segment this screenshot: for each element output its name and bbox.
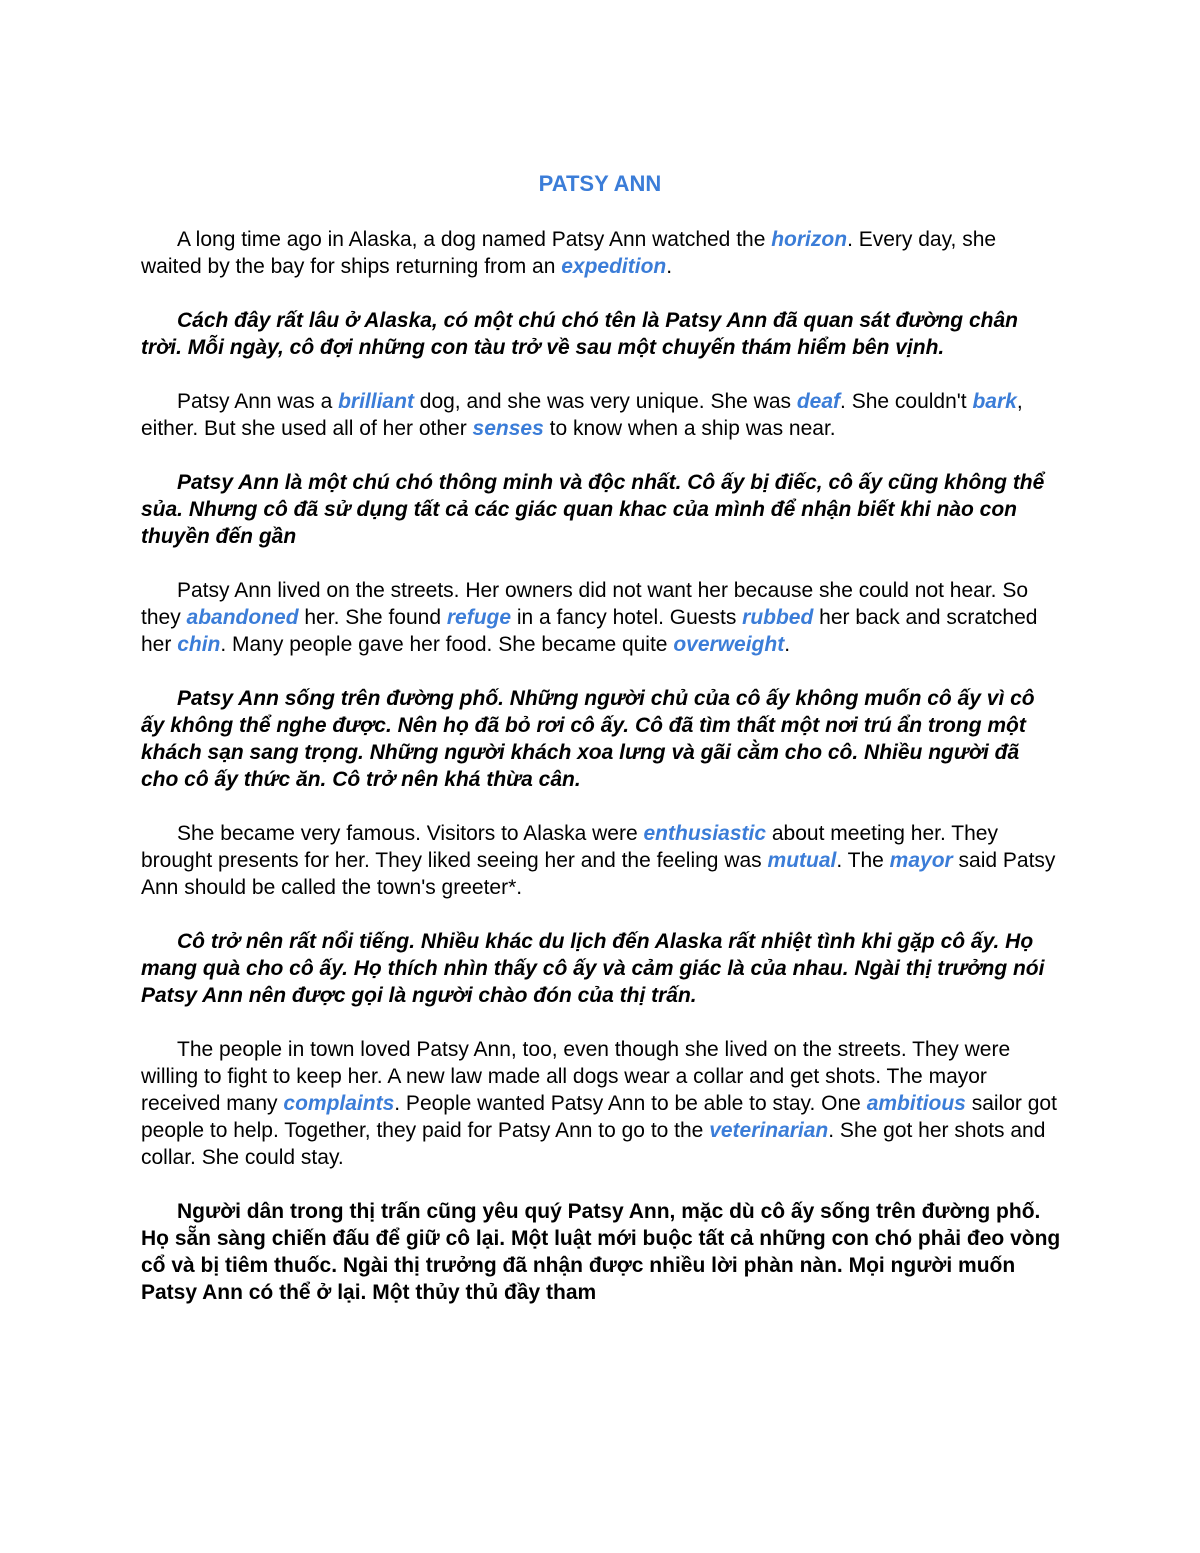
vocabulary-word: mayor [889, 849, 953, 872]
paragraph-text: sailor got people to help. Together, they paid for Patsy Ann to go to the [141, 1092, 1057, 1142]
vietnamese-paragraph [141, 307, 1061, 361]
paragraph-text: A long time ago in Alaska, a dog named Patsy Ann watched the [177, 228, 772, 251]
paragraph-text: . She got her shots and collar. She could stay. [141, 1119, 1046, 1169]
english-paragraph [141, 1036, 1061, 1171]
paragraph-text: said Patsy Ann should be called the town's greeter*. [141, 849, 1056, 899]
vocabulary-word: overweight [673, 633, 785, 656]
vocabulary-word: brilliant [338, 390, 414, 413]
paragraph-text: . The [836, 849, 890, 872]
paragraph-text: to know when a ship was near. [543, 417, 836, 440]
paragraph-text: her. She found [298, 606, 447, 629]
paragraph-text: Người dân trong thị trấn cũng yêu quý Patsy Ann, mặc dù cô ấy sống trên đường phố. Họ sẵn sàng chiến đấu để giữ cô lại. Một luật mới buộc tất cả những con chó phải đeo vòng cổ và bị tiêm thuốc. Ngài thị trưởng đã nhận được nhiều lời phàn nàn. Mọi người muốn Patsy Ann có thể ở lại. Một thủy thủ đầy tham [141, 1200, 1061, 1304]
paragraph-text: . She couldn't [840, 390, 973, 413]
english-paragraph [141, 226, 1061, 280]
english-paragraph [141, 577, 1061, 658]
vietnamese-paragraph [141, 685, 1061, 793]
english-paragraph [141, 388, 1061, 442]
vietnamese-paragraph [141, 469, 1061, 550]
paragraph-text: . Many people gave her food. She became quite [220, 633, 674, 656]
paragraph-text: Patsy Ann lived on the streets. Her owners did not want her because she could not hear. So they [141, 579, 1029, 629]
vocabulary-word: mutual [767, 849, 837, 872]
vocabulary-word: ambitious [866, 1092, 966, 1115]
paragraph-text: . Every day, she waited by the bay for ships returning from an [141, 228, 997, 278]
vocabulary-word: horizon [771, 228, 848, 251]
vocabulary-word: refuge [446, 606, 512, 629]
paragraph-text: The people in town loved Patsy Ann, too, even though she lived on the streets. They were willing to fight to keep her. A new law made all dogs wear a collar and get shots. The mayor received many [141, 1038, 1011, 1115]
vietnamese-paragraph [141, 928, 1061, 1009]
document-body [141, 226, 1061, 1333]
vocabulary-word: deaf [796, 390, 841, 413]
english-paragraph [141, 820, 1061, 901]
paragraph-text: . [784, 633, 791, 656]
vocabulary-word: expedition [561, 255, 667, 278]
vocabulary-word: abandoned [186, 606, 299, 629]
vocabulary-word: bark [972, 390, 1017, 413]
paragraph-text: . People wanted Patsy Ann to be able to stay. One [394, 1092, 867, 1115]
document-title: PATSY ANN [538, 171, 662, 196]
vocabulary-word: veterinarian [709, 1119, 829, 1142]
paragraph-text: Cô trở nên rất nổi tiếng. Nhiều khác du lịch đến Alaska rất nhiệt tình khi gặp cô ấy. Họ mang quà cho cô ấy. Họ thích nhìn thấy cô ấy và cảm giác là của nhau. Ngài thị trưởng nói Patsy Ann nên được gọi là người chào đón của thị trấn. [141, 930, 1045, 1007]
paragraph-text: Cách đây rất lâu ở Alaska, có một chú chó tên là Patsy Ann đã quan sát đường chân trời. Mỗi ngày, cô đợi những con tàu trở về sau một chuyến thám hiểm bên vịnh. [141, 309, 1018, 359]
paragraph-text: She became very famous. Visitors to Alaska were [177, 822, 644, 845]
vocabulary-word: senses [472, 417, 544, 440]
paragraph-text: , either. But she used all of her other [141, 390, 1023, 440]
paragraph-text: in a fancy hotel. Guests [511, 606, 743, 629]
vocabulary-word: rubbed [742, 606, 814, 629]
vocabulary-word: complaints [283, 1092, 395, 1115]
paragraph-text: . [666, 255, 673, 278]
vietnamese-paragraph [141, 1198, 1061, 1306]
vocabulary-word: enthusiastic [643, 822, 767, 845]
paragraph-text: about meeting her. They brought presents for her. They liked seeing her and the feeling was [141, 822, 998, 872]
paragraph-text: Patsy Ann was a [177, 390, 339, 413]
vocabulary-word: chin [177, 633, 221, 656]
paragraph-text: Patsy Ann sống trên đường phố. Những người chủ của cô ấy không muốn cô ấy vì cô ấy không thể nghe được. Nên họ đã bỏ rơi cô ấy. Cô đã tìm thất một nơi trú ẩn trong một khách sạn sang trọng. Những người khách xoa lưng và gãi cằm cho cô. Nhiều người đã cho cô ấy thức ăn. Cô trở nên khá thừa cân. [141, 687, 1035, 791]
paragraph-text: dog, and she was very unique. She was [413, 390, 797, 413]
paragraph-text: Patsy Ann là một chú chó thông minh và độc nhất. Cô ấy bị điếc, cô ấy cũng không thể sủa. Nhưng cô đã sử dụng tất cả các giác quan khac của mình để nhận biết khi nào con thuyền đến gần [141, 471, 1045, 548]
paragraph-text: her back and scratched her [141, 606, 1038, 656]
